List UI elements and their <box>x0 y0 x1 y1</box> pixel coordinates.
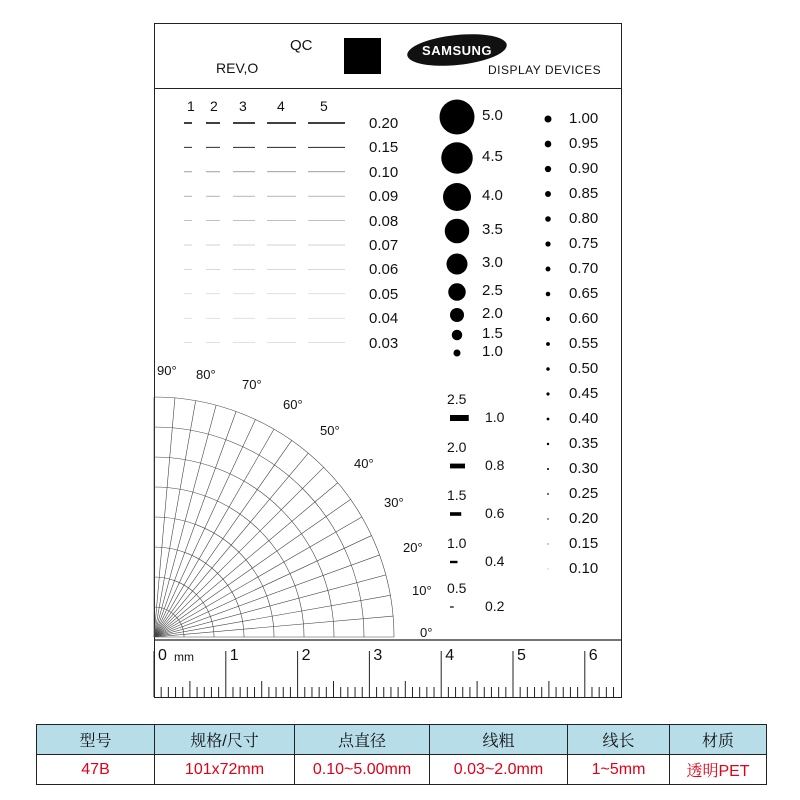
small-dot <box>546 292 551 297</box>
ruler-number-label: 4 <box>445 647 455 664</box>
line-width-label: 0.07 <box>369 237 399 254</box>
line-width-label: 0.10 <box>369 163 399 181</box>
small-dot <box>547 518 548 519</box>
line-length-label: 2 <box>210 98 218 114</box>
small-dot <box>547 468 549 470</box>
small-dot <box>545 191 551 197</box>
small-dot <box>545 141 552 148</box>
large-dot <box>443 183 471 211</box>
ruler-number-label: 3 <box>373 647 383 664</box>
protractor-angle-label: 70° <box>242 377 262 392</box>
ruler-number-label: 0 <box>158 647 167 664</box>
ruler-number-label: 6 <box>588 647 598 664</box>
large-dot <box>445 219 470 244</box>
protractor-angle-label: 20° <box>403 540 423 555</box>
large-dot-label: 2.0 <box>482 305 503 322</box>
large-dot <box>452 330 463 341</box>
protractor-angle-label: 90° <box>157 363 177 378</box>
large-dot-label: 4.5 <box>482 148 503 165</box>
small-dot <box>546 392 549 395</box>
large-dot-label: 5.0 <box>482 107 503 124</box>
protractor-angle-label: 0° <box>420 625 433 640</box>
large-dot-label: 1.0 <box>482 343 503 360</box>
small-dot-label: 0.20 <box>569 510 599 527</box>
small-dot-label: 0.85 <box>569 185 599 202</box>
spec-value-line-length: 1~5mm <box>568 755 670 785</box>
line-length-label: 5 <box>320 98 328 114</box>
spec-header-material: 材质 <box>670 725 767 755</box>
large-dot <box>441 142 473 174</box>
small-dot <box>545 241 550 246</box>
protractor-ray <box>154 411 236 637</box>
small-dot <box>546 317 550 321</box>
bar-length-label: 1.0 <box>447 535 467 551</box>
bar-length-label: 1.5 <box>447 487 467 503</box>
small-dot-label: 0.45 <box>569 385 599 402</box>
spec-value-dot-diameter: 0.10~5.00mm <box>295 755 430 785</box>
line-length-label: 3 <box>239 98 247 114</box>
large-dot-label: 3.0 <box>482 254 503 271</box>
protractor-angle-label: 30° <box>384 495 404 510</box>
small-dot <box>545 216 551 222</box>
revision-label: REV,O <box>216 60 259 76</box>
bar-width-label: 0.2 <box>485 598 505 614</box>
protractor-angle-label: 40° <box>354 456 374 471</box>
bar-width-label: 0.8 <box>485 457 505 473</box>
spec-value-material: 透明PET <box>670 755 767 785</box>
small-dot-label: 0.25 <box>569 485 599 502</box>
bar-gauge-mark <box>450 415 469 421</box>
bar-gauge-mark <box>450 606 454 607</box>
bar-width-label: 1.0 <box>485 409 505 425</box>
small-dot <box>546 367 550 371</box>
large-dot <box>450 308 464 322</box>
ruler-number-label: 2 <box>301 647 311 664</box>
large-dot-label: 1.5 <box>482 325 503 342</box>
small-dot-label: 0.55 <box>569 335 599 352</box>
small-dot <box>545 116 552 123</box>
bar-gauge-mark <box>450 561 458 563</box>
line-width-label: 0.04 <box>369 310 399 328</box>
large-dot-label: 4.0 <box>482 187 503 204</box>
small-dot-label: 0.60 <box>569 310 599 327</box>
protractor-angle-label: 50° <box>320 423 340 438</box>
large-dot-label: 2.5 <box>482 282 503 299</box>
line-length-label: 4 <box>277 98 285 114</box>
small-dot-label: 0.50 <box>569 360 599 377</box>
qc-label: QC <box>290 37 313 54</box>
large-dot <box>440 100 475 135</box>
large-dot <box>447 254 468 275</box>
protractor-ray <box>154 405 216 637</box>
spec-header-line-length: 线长 <box>568 725 670 755</box>
protractor-ray <box>154 517 362 637</box>
bar-length-label: 2.0 <box>447 439 467 455</box>
bar-gauge-mark <box>450 464 465 469</box>
ruler-unit-label: mm <box>174 650 194 664</box>
small-dot-label: 0.70 <box>569 260 599 277</box>
small-dot <box>546 267 551 272</box>
small-dot <box>546 342 550 346</box>
spec-value-line-width: 0.03~2.0mm <box>430 755 568 785</box>
small-dot-label: 0.15 <box>569 535 599 552</box>
protractor-ray <box>154 575 386 637</box>
bar-length-label: 2.5 <box>447 391 467 407</box>
bar-width-label: 0.6 <box>485 505 505 521</box>
small-dot <box>547 443 549 445</box>
protractor-ray <box>154 398 175 637</box>
small-dot <box>547 543 548 544</box>
bar-length-label: 0.5 <box>447 580 467 596</box>
small-dot <box>548 569 549 570</box>
small-dot-label: 0.35 <box>569 435 599 452</box>
bar-gauge-mark <box>450 512 461 516</box>
small-dot-label: 0.30 <box>569 460 599 477</box>
brand-subtitle: DISPLAY DEVICES <box>488 63 602 77</box>
small-dot-label: 0.40 <box>569 410 599 427</box>
ruler-number-label: 1 <box>229 647 239 664</box>
spec-table-header-row <box>37 725 767 755</box>
spec-table-value-row <box>37 755 767 785</box>
line-width-label: 0.09 <box>369 188 399 206</box>
small-dot-label: 0.80 <box>569 210 599 227</box>
line-width-label: 0.15 <box>369 139 399 157</box>
line-width-label: 0.20 <box>369 115 399 132</box>
spec-value-model: 47B <box>37 755 155 785</box>
small-dot-label: 0.90 <box>569 160 599 177</box>
line-width-label: 0.03 <box>369 334 399 352</box>
protractor-angle-label: 80° <box>196 367 216 382</box>
protractor-ray <box>154 555 380 637</box>
small-dot-label: 0.10 <box>569 560 599 577</box>
protractor-ray <box>154 616 393 637</box>
small-dot-label: 0.75 <box>569 235 599 252</box>
large-dot <box>448 283 466 301</box>
small-dot <box>545 166 551 172</box>
spec-table <box>36 724 767 785</box>
small-dot-label: 0.65 <box>569 285 599 302</box>
large-dot <box>454 350 461 357</box>
large-dot-label: 3.5 <box>482 221 503 238</box>
protractor-angle-label: 60° <box>283 397 303 412</box>
line-width-label: 0.08 <box>369 212 399 230</box>
line-width-label: 0.05 <box>369 285 399 303</box>
protractor-ray <box>154 429 274 637</box>
spec-header-model: 型号 <box>37 725 155 755</box>
ruler-number-label: 5 <box>517 647 526 664</box>
spec-header-line-width: 线粗 <box>430 725 568 755</box>
protractor-angle-label: 10° <box>412 583 432 598</box>
spec-header-dot-diameter: 点直径 <box>295 725 430 755</box>
bar-width-label: 0.4 <box>485 553 505 569</box>
logo-text: SAMSUNG <box>422 42 492 58</box>
small-dot <box>547 493 549 495</box>
small-dot-label: 1.00 <box>569 110 599 127</box>
line-length-label: 1 <box>187 98 195 114</box>
small-dot <box>547 418 550 421</box>
line-width-label: 0.06 <box>369 261 399 279</box>
spec-value-size: 101x72mm <box>155 755 295 785</box>
small-dot-label: 0.95 <box>569 135 599 152</box>
spec-header-size: 规格/尺寸 <box>155 725 295 755</box>
